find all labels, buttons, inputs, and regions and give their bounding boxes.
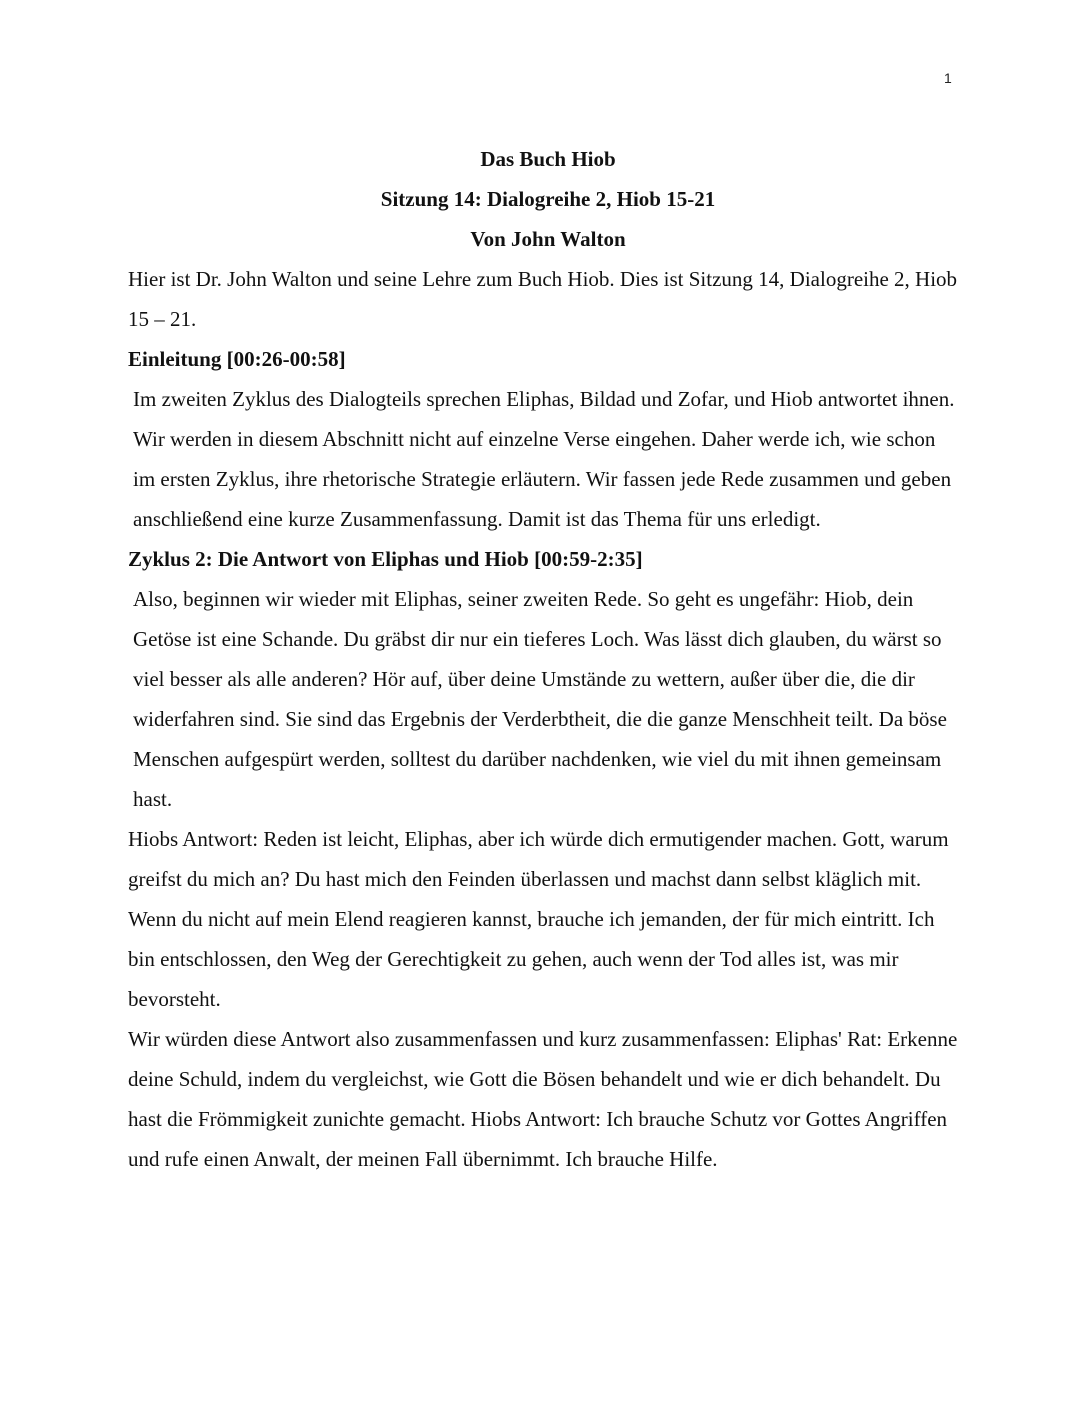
eliphas-speech-paragraph: Also, beginnen wir wieder mit Eliphas, seiner zweiten Rede. So geht es ungefähr: Hiob, dein Getöse ist eine Schande. Du gräbst dir nur ein tieferes Loch. Was lässt dich glauben, du wärst so viel besser als alle anderen? Hör auf, über deine Umstände zu wettern, außer über die, die dir widerfahren sind. Sie sind das Ergebnis der Verderbtheit, die die ganze Menschheit teilt. Da böse Menschen aufgespürt werden, solltest du darüber nachdenken, wie viel du mit ihnen gemeinsam hast. — [133, 587, 947, 811]
document-body — [128, 139, 960, 1179]
intro-paragraph: Hier ist Dr. John Walton und seine Lehre zum Buch Hiob. Dies ist Sitzung 14, Dialogreihe 2, Hiob 15 – 21. — [128, 267, 958, 331]
introduction-paragraph: Im zweiten Zyklus des Dialogteils sprechen Eliphas, Bildad und Zofar, und Hiob antwortet ihnen. Wir werden in diesem Abschnitt nicht auf einzelne Verse eingehen. Daher werde ich, wie schon im ersten Zyklus, ihre rhetorische Strategie erläutern. Wir fassen jede Rede zusammen und geben anschließend eine kurze Zusammenfassung. Damit ist das Thema für uns erledigt. — [133, 387, 955, 531]
document-title: Das Buch Hiob — [480, 147, 616, 171]
page-number: 1 — [944, 70, 952, 86]
document-author: Von John Walton — [470, 227, 626, 251]
job-answer-paragraph: Hiobs Antwort: Reden ist leicht, Eliphas, aber ich würde dich ermutigender machen. Gott, warum greifst du mich an? Du hast mich den Feinden überlassen und machst dann selbst kläglich mit. Wenn du nicht auf mein Elend reagieren kannst, brauche ich jemanden, der für mich eintritt. Ich bin entschlossen, den Weg der Gerechtigkeit zu gehen, auch wenn der Tod alles ist, was mir bevorsteht. — [128, 827, 949, 1011]
section-heading-cycle-2: Zyklus 2: Die Antwort von Eliphas und Hiob [00:59-2:35] — [128, 547, 643, 571]
section-heading-introduction: Einleitung [00:26-00:58] — [128, 347, 346, 371]
document-subtitle: Sitzung 14: Dialogreihe 2, Hiob 15-21 — [380, 187, 716, 211]
summary-paragraph: Wir würden diese Antwort also zusammenfassen und kurz zusammenfassen: Eliphas' Rat: Erkenne deine Schuld, indem du vergleichst, wie Gott die Bösen behandelt und wie er dich behandelt. Du hast die Frömmigkeit zunichte gemacht. Hiobs Antwort: Ich brauche Schutz vor Gottes Angriffen und rufe einen Anwalt, der meinen Fall übernimmt. Ich brauche Hilfe. — [128, 1027, 958, 1171]
